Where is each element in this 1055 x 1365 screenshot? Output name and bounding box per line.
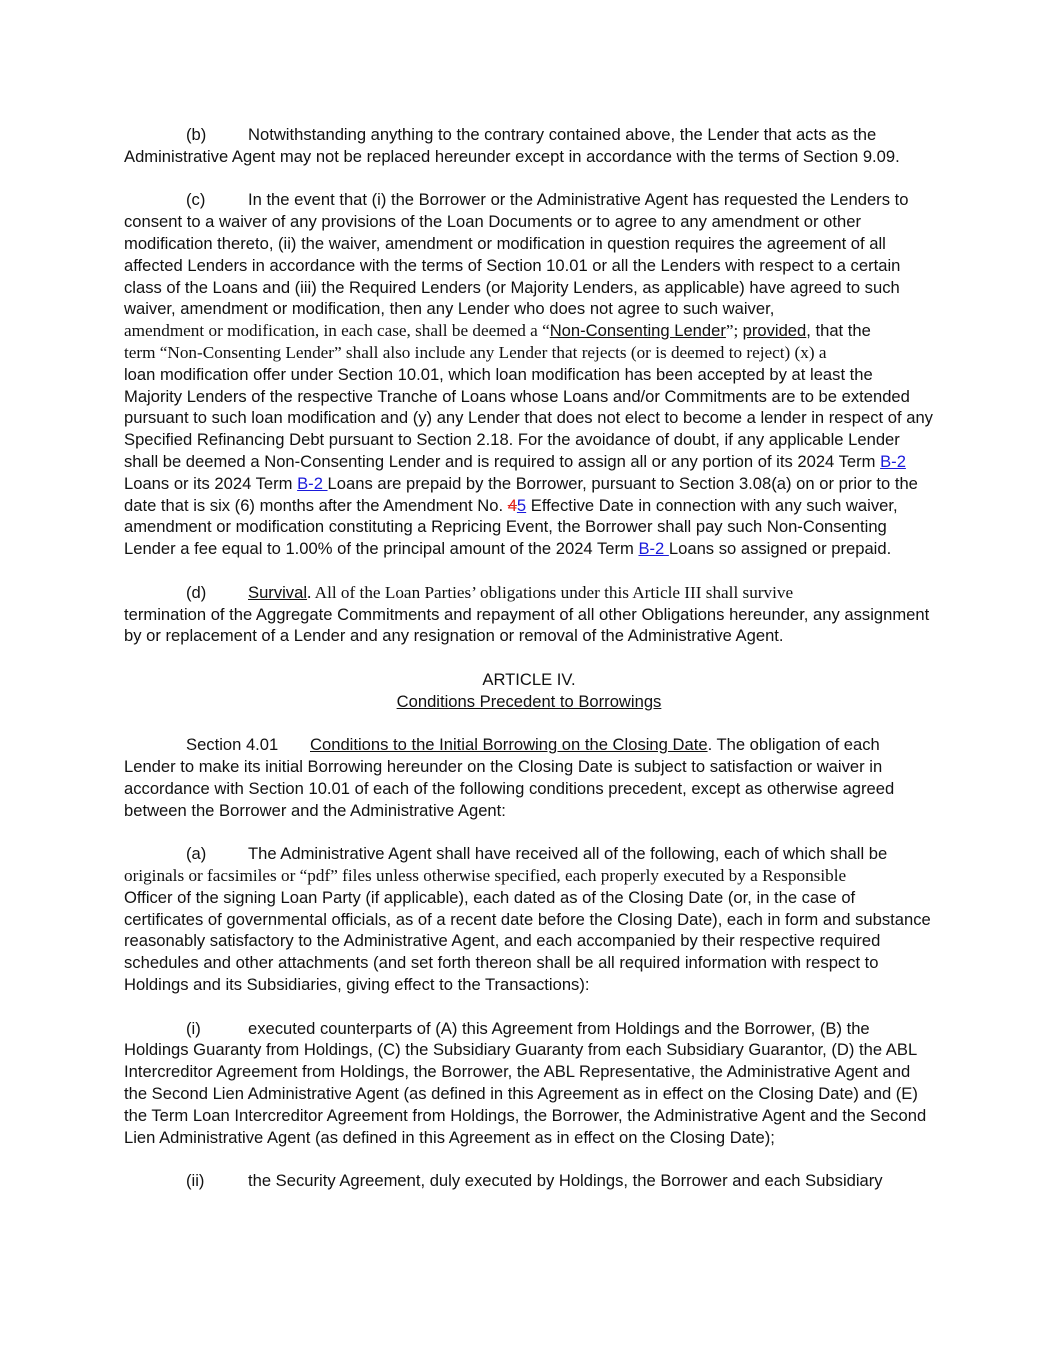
paragraph-text: In the event that (i) the Borrower or the Administrative Agent has requested the Lenders to consent to a waiver of any provisions of the Loan Documents or to agree to any amendment or other modification thereto, (ii) the waiver, amendment or modification in question requires the agreement of all affected Lenders in accordance with the terms of Section 10.01 or all the Lenders with respect to a certain class of the Loans and (iii) the Required Lenders (or Majority Lenders, as applicable) have agreed to such waiver, amendment or modification, then any Lender who does not agree to such waiver, <box>124 190 909 319</box>
paragraph-label: (ii) <box>186 1171 205 1191</box>
paragraph-text: Notwithstanding anything to the contrary contained above, the Lender that acts as the Administrative Agent may not be replaced hereunder except in accordance with the terms of Section 9.09. <box>124 125 900 166</box>
paragraph-text: Officer of the signing Loan Party (if applicable), each dated as of the Closing Date (or, in the case of certificates of governmental officials, as of a recent date before the Closing Date), each in form and substance reasonably satisfactory to the Administrative Agent, and each accompanied by their respective required schedules and other attachments (and set forth thereon shall be all required information with respect to Holdings and its Subsidiaries, giving effect to the Transactions): <box>124 887 931 995</box>
serif-text: amendment or modification, in each case, shall be deemed a “ <box>124 321 550 341</box>
defined-term: Non-Consenting Lender <box>549 321 726 341</box>
paragraph-i <box>124 1018 934 1149</box>
tracked-link-b2[interactable]: B-2 <box>638 539 669 559</box>
section-label: Section 4.01 <box>186 735 279 755</box>
paragraph-text: Loans so assigned or prepaid. <box>668 539 892 559</box>
paragraph-text: The Administrative Agent shall have received all of the following, each of which shall be <box>248 844 888 864</box>
serif-text: originals or facsimiles or “pdf” files unless otherwise specified, each properly executed by a Responsible <box>124 866 847 886</box>
tracked-deletion: 4 <box>507 495 517 515</box>
paragraph-label: (a) <box>186 844 207 864</box>
paragraph-ii <box>124 1170 934 1192</box>
section-text: . The obligation of each Lender to make its initial Borrowing hereunder on the Closing Date is subject to satisfaction or waiver in accordance with Section 10.01 of each of the following conditions precedent, except as otherwise agreed between the Borrower and the Administrative Agent: <box>124 735 895 820</box>
paragraph-b <box>124 124 934 168</box>
tracked-link-b2[interactable]: B-2 <box>297 473 328 493</box>
provided-term: provided <box>742 321 807 341</box>
serif-text: . All of the Loan Parties’ obligations under this Article III shall survive <box>307 582 794 602</box>
serif-text: ”; <box>725 321 743 341</box>
paragraph-label: (c) <box>186 190 206 210</box>
paragraph-text: , that the <box>806 321 871 341</box>
article-title <box>124 691 934 713</box>
paragraph-c <box>124 189 934 560</box>
tracked-link-b2[interactable]: B-2 <box>880 451 906 471</box>
paragraph-text: Loans are prepaid by the Borrower, pursuant to Section 3.08(a) on or prior to the date that is six (6) months after the Amendment No. <box>124 473 918 515</box>
paragraph-d <box>124 582 934 647</box>
paragraph-label: (i) <box>186 1018 201 1038</box>
article-title-text: Conditions Precedent to Borrowings <box>396 691 662 711</box>
document-page <box>124 124 934 1192</box>
paragraph-text: Loans or its 2024 Term <box>124 473 298 493</box>
paragraph-text: executed counterparts of (A) this Agreement from Holdings and the Borrower, (B) the Holdings Guaranty from Holdings, (C) the Subsidiary Guaranty from each Subsidiary Guarantor, (D) the ABL Intercreditor Agreement from Holdings, the Borrower, the ABL Representative, the Administrative Agent and the Second Lien Administrative Agent (as defined in this Agreement as in effect on the Closing Date) and (E) the Term Loan Intercreditor Agreement from Holdings, the Borrower, the Administrative Agent and the Second Lien Administrative Agent (as defined in this Agreement as in effect on the Closing Date); <box>124 1018 927 1147</box>
section-4-01 <box>124 734 934 821</box>
serif-text: term “Non-Consenting Lender” shall also include any Lender that rejects (or is deemed to reject) (x) a <box>124 342 827 362</box>
paragraph-text: loan modification offer under Section 10.01, which loan modification has been accepted by at least the Majority Lenders of the respective Tranche of Loans whose Loans and/or Commitments are to be extended pursuant to such loan modification and (y) any Lender that does not elect to become a lender in respect of any Specified Refinancing Debt pursuant to Section 2.18. For the avoidance of doubt, if any applicable Lender shall be deemed a Non-Consenting Lender and is required to assign all or any portion of its 2024 Term <box>124 364 933 471</box>
paragraph-heading: Survival <box>248 582 308 602</box>
article-number: ARTICLE IV. <box>482 669 576 689</box>
paragraph-text: Effective Date in connection with any such waiver, amendment or modification constituting a Repricing Event, the Borrower shall pay such Non-Consenting Lender a fee equal to 1.00% of the principal amount of the 2024 Term <box>124 495 898 559</box>
paragraph-label: (b) <box>186 125 207 144</box>
paragraph-text: termination of the Aggregate Commitments and repayment of all other Obligations hereunder, any assignment by or replacement of a Lender and any resignation or removal of the Administrative Agent. <box>124 604 930 646</box>
paragraph-label: (d) <box>186 582 207 602</box>
paragraph-a <box>124 843 934 996</box>
section-heading: Conditions to the Initial Borrowing on the Closing Date <box>310 735 708 755</box>
paragraph-text: the Security Agreement, duly executed by Holdings, the Borrower and each Subsidiary <box>248 1171 883 1191</box>
tracked-insertion: 5 <box>516 495 527 515</box>
